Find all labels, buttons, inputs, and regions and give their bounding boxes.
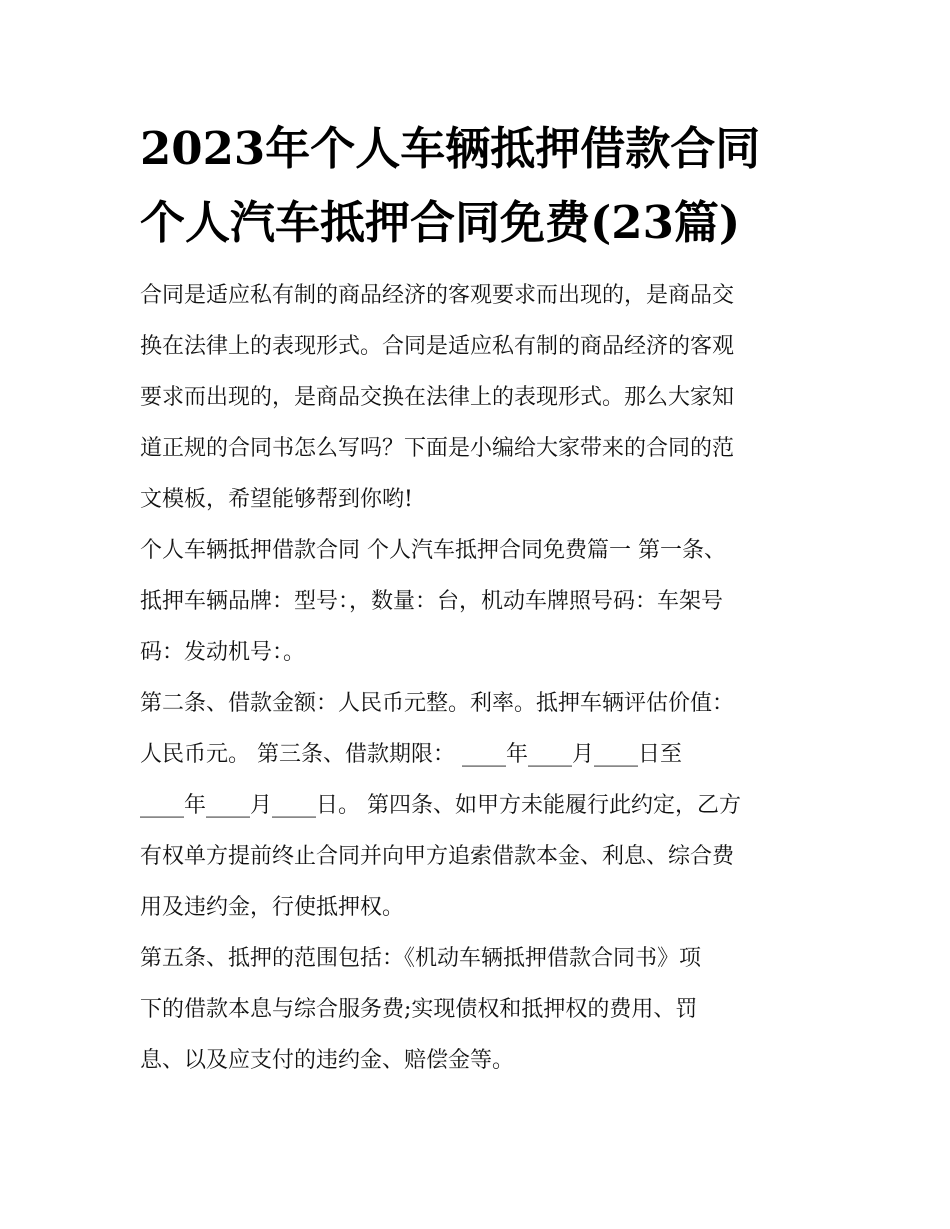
paragraph-article-5 xyxy=(140,933,820,1086)
text-line: 第二条、借款金额：人民币元整。利率。抵押车辆评估价值： xyxy=(140,691,735,716)
document-title xyxy=(140,112,820,260)
paragraph-intro xyxy=(140,270,820,525)
text-line: 个人车辆抵押借款合同 个人汽车抵押合同免费篇一 第一条、 xyxy=(140,538,726,563)
text-line: 下的借款本息与综合服务费;实现债权和抵押权的费用、罚 xyxy=(140,997,698,1022)
text-line: 有权单方提前终止合同并向甲方追索借款本金、利息、综合费 xyxy=(140,844,735,869)
text-line: 要求而出现的，是商品交换在法律上的表现形式。那么大家知 xyxy=(140,385,735,410)
text-line: 换在法律上的表现形式。合同是适应私有制的商品经济的客观 xyxy=(140,334,735,359)
text-line: 道正规的合同书怎么写吗？下面是小编给大家带来的合同的范 xyxy=(140,436,735,461)
title-line: 2023年个人车辆抵押借款合同 xyxy=(140,122,761,175)
document-body xyxy=(140,270,820,1086)
text-line: ____年____月____日。 第四条、如甲方未能履行此约定，乙方 xyxy=(140,793,741,818)
text-line: 码：发动机号：。 xyxy=(140,640,306,665)
text-line: 人民币元。 第三条、借款期限： ____年____月____日至 xyxy=(140,742,682,767)
text-line: 息、以及应支付的违约金、赔偿金等。 xyxy=(140,1048,515,1073)
title-line: 个人汽车抵押合同免费(23篇) xyxy=(140,196,741,249)
text-line: 文模板，希望能够帮到你哟! xyxy=(140,487,413,512)
document-content xyxy=(140,112,820,1086)
text-line: 用及违约金，行使抵押权。 xyxy=(140,895,405,920)
text-line: 合同是适应私有制的商品经济的客观要求而出现的，是商品交 xyxy=(140,283,735,308)
paragraph-articles-2-4 xyxy=(140,678,820,933)
text-line: 第五条、抵押的范围包括：《机动车辆抵押借款合同书》项 xyxy=(140,946,702,971)
paragraph-article-1 xyxy=(140,525,820,678)
text-line: 抵押车辆品牌：型号：，数量：台，机动车牌照号码：车架号 xyxy=(140,589,724,614)
